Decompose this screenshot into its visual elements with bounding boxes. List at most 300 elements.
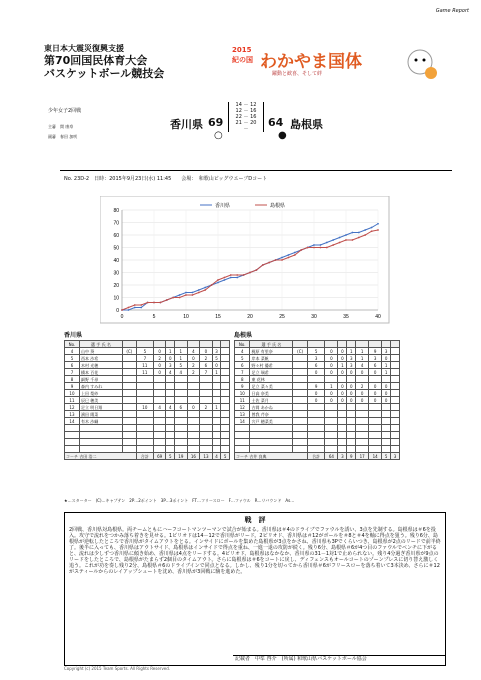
away_box-cell-empty — [293, 425, 307, 432]
legend-label: 香川県 — [215, 203, 231, 209]
away_box-cell: 11 — [235, 397, 250, 404]
home_box-cell — [166, 383, 175, 390]
home-box-team: 香川県 — [64, 332, 83, 339]
home_box-cell: 3 — [166, 362, 175, 369]
series-0-point — [332, 239, 334, 241]
away_box-cell-empty — [382, 439, 391, 446]
away_box-cell-empty — [325, 425, 338, 432]
home_box-cell-empty — [79, 425, 122, 432]
home_box-total-cell: 19 — [175, 453, 188, 460]
away_box-cell-empty — [235, 425, 250, 432]
home_box-cell-empty — [153, 425, 166, 432]
home_box-cell-empty — [153, 432, 166, 439]
away_box-cell: 2 — [356, 383, 369, 390]
home_box-cell: 森内 すみれ — [79, 383, 122, 390]
home_box-cell — [212, 376, 221, 383]
away_box-player-row — [235, 362, 400, 369]
away_box-cell — [347, 411, 356, 418]
away_box-cell: 3 — [369, 355, 382, 362]
away_box-cell: 9 — [369, 348, 382, 355]
away_box-blank-row — [235, 446, 400, 453]
home_box-cell — [122, 418, 136, 425]
series-0-point — [371, 227, 373, 229]
home_box-cell-empty — [166, 425, 175, 432]
away_box-cell: 0 — [307, 397, 325, 404]
home_box-cell-empty — [79, 446, 122, 453]
series-1-point — [281, 259, 283, 261]
series-0-point — [192, 292, 194, 294]
away_box-cell-empty — [391, 390, 400, 397]
home_box-cell: 西本 沙希 — [79, 355, 122, 362]
home_box-cell — [122, 376, 136, 383]
chief-referee: 主審 関 康寿 — [48, 124, 74, 129]
home_box-cell — [122, 369, 136, 376]
series-0-point — [288, 254, 290, 256]
home_box-cell: 1 — [175, 355, 188, 362]
home_box-cell — [175, 397, 188, 404]
series-0-point — [236, 277, 238, 279]
y-tick-label: 10 — [113, 295, 119, 302]
home_box-cell-empty — [153, 439, 166, 446]
away_box-header-cell — [369, 341, 382, 348]
away_box-cell — [293, 376, 307, 383]
away_box-cell: 1 — [338, 362, 347, 369]
away_box-header-cell — [391, 341, 400, 348]
away_box-cell — [293, 404, 307, 411]
series-1-point — [172, 297, 174, 299]
home_box-cell: 10 — [65, 390, 80, 397]
home_box-cell: 6 — [65, 362, 80, 369]
series-1-point — [364, 234, 366, 236]
home_box-cell: 0 — [153, 362, 166, 369]
home_box-cell: 足立 明日翔 — [79, 404, 122, 411]
series-0-point — [198, 289, 200, 291]
away_box-cell: 1 — [382, 362, 391, 369]
quarter-4: 21 － 20 — [235, 120, 257, 126]
series-1-point — [217, 279, 219, 281]
away_box-cell-empty — [325, 432, 338, 439]
away_box-header-cell — [347, 341, 356, 348]
home_box-cell — [212, 418, 221, 425]
home_box-cell — [136, 418, 153, 425]
home_box-player-row — [65, 376, 230, 383]
home_box-cell-empty — [200, 439, 213, 446]
away_box-cell-empty — [382, 446, 391, 453]
home_box-cell: 有木 沙織 — [79, 418, 122, 425]
away_box-cell-empty — [391, 439, 400, 446]
home_box-cell-empty — [221, 355, 230, 362]
away_box-cell — [325, 376, 338, 383]
home_box-cell: 2 — [153, 355, 166, 362]
series-1-point — [268, 262, 270, 264]
home_box-cell: 4 — [187, 348, 200, 355]
away_box-coach-row — [235, 453, 400, 460]
series-1-point — [179, 297, 181, 299]
quarter-scores — [228, 102, 264, 132]
home_box-cell-empty — [221, 404, 230, 411]
away_box-cell-empty — [250, 432, 293, 439]
away_box-cell: (C) — [293, 348, 307, 355]
away_box-cell: 東 花林 — [250, 376, 293, 383]
away_box-blank-row — [235, 425, 400, 432]
away_box-cell: 0 — [382, 355, 391, 362]
legend-label: 島根県 — [270, 203, 286, 209]
home_box-cell-empty — [200, 432, 213, 439]
away_box-player-row — [235, 404, 400, 411]
copyright: Copyright (c) 2015 Team Sports. All Rights Reserved. — [64, 666, 171, 671]
series-1-point — [224, 277, 226, 279]
away_box-cell — [369, 411, 382, 418]
away_box-player-row — [235, 418, 400, 425]
home_box-cell: 7 — [200, 369, 213, 376]
home_box-cell-empty — [166, 439, 175, 446]
home-box-score — [64, 340, 230, 460]
home_box-cell — [136, 383, 153, 390]
away_box-cell — [382, 411, 391, 418]
home_box-cell: 0 — [153, 348, 166, 355]
home_box-cell — [187, 418, 200, 425]
home_box-cell: 濱田 陽菜 — [79, 411, 122, 418]
away_box-cell: 0 — [369, 383, 382, 390]
home_box-cell — [153, 397, 166, 404]
away_box-cell — [293, 369, 307, 376]
away_box-cell: 7 — [235, 369, 250, 376]
away_box-blank-row — [235, 432, 400, 439]
logo-prefix: 紀の国 — [232, 56, 253, 64]
home_box-cell — [153, 376, 166, 383]
away_box-player-row — [235, 376, 400, 383]
event-title — [44, 44, 164, 80]
series-1-point — [128, 307, 130, 309]
away_box-cell: 曽我 芹奈 — [250, 411, 293, 418]
away_box-cell: 3 — [347, 355, 356, 362]
home_box-player-row — [65, 418, 230, 425]
series-0-point — [230, 277, 232, 279]
home_box-cell — [166, 411, 175, 418]
home_box-cell — [136, 411, 153, 418]
home_box-cell: 7 — [136, 355, 153, 362]
x-tick-label: 15 — [215, 314, 221, 320]
series-1-point — [371, 230, 373, 232]
away_box-cell: 3 — [307, 355, 325, 362]
home_box-blank-row — [65, 439, 230, 446]
home_box-header-cell — [175, 341, 188, 348]
away_box-cell-empty — [338, 425, 347, 432]
home_box-cell-empty — [175, 425, 188, 432]
away_box-cell: 0 — [356, 369, 369, 376]
away_box-cell-empty — [391, 418, 400, 425]
home_box-cell: 0 — [212, 362, 221, 369]
home_box-cell-empty — [187, 432, 200, 439]
home_box-cell — [122, 362, 136, 369]
home_box-header-cell — [200, 341, 213, 348]
home-score: 69 — [208, 116, 224, 129]
series-0-point — [326, 242, 328, 244]
home_box-cell: 4 — [175, 369, 188, 376]
event-line2: 第70回国民体育大会 — [44, 54, 148, 67]
home_box-cell: 5 — [65, 355, 80, 362]
home_box-cell-empty — [187, 446, 200, 453]
series-0-point — [179, 294, 181, 296]
home_box-cell: 11 — [136, 369, 153, 376]
home_box-total-cell: 69 — [153, 453, 166, 460]
home-team: 香川県 — [170, 118, 203, 131]
home_box-coach-row — [65, 453, 230, 460]
series-0-point — [313, 244, 315, 246]
home_box-cell — [200, 390, 213, 397]
home_box-cell-empty — [221, 348, 230, 355]
home_box-total-cell: 4 — [212, 453, 221, 460]
series-1-point — [262, 264, 264, 266]
home_box-cell: 7 — [65, 369, 80, 376]
logo-sub: 躍動と歓喜、そして絆 — [272, 71, 323, 77]
away_box-cell-empty — [347, 439, 356, 446]
away_box-cell-empty — [325, 439, 338, 446]
series-1-point — [211, 284, 213, 286]
away_box-cell: 6 — [235, 362, 250, 369]
home_box-cell-empty — [136, 446, 153, 453]
away_box-cell-empty — [391, 355, 400, 362]
home_box-header-cell — [187, 341, 200, 348]
home_box-cell — [175, 383, 188, 390]
series-1-point — [192, 294, 194, 296]
series-1-point — [243, 274, 245, 276]
home_box-cell — [136, 390, 153, 397]
away_box-cell: 0 — [325, 369, 338, 376]
home_box-player-row — [65, 355, 230, 362]
home_box-total-cell: 5 — [221, 453, 230, 460]
home_box-cell — [122, 355, 136, 362]
event-logo — [232, 46, 442, 84]
away_box-cell: 0 — [382, 390, 391, 397]
away_box-cell: 10 — [235, 390, 250, 397]
away_box-cell: 9 — [235, 383, 250, 390]
away_box-cell: 1 — [356, 355, 369, 362]
series-1-point — [313, 247, 315, 249]
away-result-mark: ● — [278, 130, 287, 141]
series-1-point — [326, 247, 328, 249]
away_box-cell: 0 — [347, 369, 356, 376]
away_box-cell-empty — [293, 432, 307, 439]
away_box-cell-empty — [293, 446, 307, 453]
away_box-cell — [338, 418, 347, 425]
away_box-cell: 8 — [235, 376, 250, 383]
away_box-cell-empty — [347, 432, 356, 439]
series-1-point — [256, 269, 258, 271]
home_box-cell — [122, 397, 136, 404]
series-1-point — [121, 309, 123, 311]
home_box-cell — [200, 418, 213, 425]
away_box-cell: 0 — [338, 397, 347, 404]
away_box-cell: 0 — [356, 390, 369, 397]
x-tick-label: 25 — [279, 314, 285, 320]
away_box-cell: 5 — [307, 348, 325, 355]
review-text: 2回戦、香川県対島根県。両チームともにハーフコートマンツーマンで試合が始まる。香川県は＃4のドライブでファウルを誘い、3点を先制する。島根県は＃6を投入。攻守で流れをつかみ落ち着きを見せる。1ピリオドは14－12で香川県がリード。2ピリオド、香川県は＃12がボールを＃8と＃4を軸に得点を狙う。残り6分、島根県が逆転したところで香川県がタイムアウトをとる。インサイドにボールを集めた島根県が3点をかさね、香川県も3Pでくらいつき、島根県が2点のリードで前半終了。後半に入っても、香川県はアウトサイド、島根県はインサイドで得点を重ね、一進一退の攻防が続く。残り6分、島根県＃6が4つ目のファウルでベンチに下がると、流れは少しずつ香川県に傾き始め、香川県は4点をリードする。4ピリオド、島根県はなかなか、香川県の31－1対1で止められない。残り4分過ぎ香川県が9点のリードをしたところで、島根県がたまらず2個目のタイムアウト。さらに島根県は＃6をコートに戻し、ディフェンスもオールコートのゾーンプレスに切り替え激しく追う。これが功を奏し残り2分、島根県＃6のドライブインで同点となる。しかし、残り1分を切ってから香川県＃6がフリースローを落ち着いて3本決め、さらに＃12がスティールからのレイアップシュートを沈め、香川県が3回戦に駒を進めた。 — [69, 527, 441, 575]
away_box-header-cell — [293, 341, 307, 348]
series-0-point — [134, 307, 136, 309]
stats-legend: ★…スターター (C)…キャプテン 2P…2ポイント 3P…3ポイント FT…フリースロー F…ファウル R…リバウンド As… — [64, 498, 295, 503]
home_box-player-row — [65, 383, 230, 390]
home_box-cell — [166, 376, 175, 383]
away_box-cell-empty — [325, 446, 338, 453]
home_box-total-cell: 5 — [166, 453, 175, 460]
away_box-cell: 1 — [325, 383, 338, 390]
home_box-cell-empty — [136, 432, 153, 439]
series-0-point — [352, 232, 354, 234]
home_box-cell: 1 — [212, 404, 221, 411]
home_box-cell-empty — [153, 446, 166, 453]
home_box-total-cell: 13 — [200, 453, 213, 460]
away_box-cell-empty — [338, 439, 347, 446]
home_box-player-row — [65, 411, 230, 418]
y-tick-label: 30 — [113, 270, 119, 277]
away_box-cell: 0 — [369, 369, 382, 376]
away_box-cell: 足立 瑞希 — [250, 369, 293, 376]
away_box-cell: 0 — [325, 355, 338, 362]
away_box-cell — [338, 376, 347, 383]
home_box-total-label: 合計 — [136, 453, 153, 460]
away_box-cell: 宍戸 穂菜美 — [250, 418, 293, 425]
home_box-cell: 5 — [212, 355, 221, 362]
away_box-header-cell — [325, 341, 338, 348]
home_box-cell: 14 — [65, 418, 80, 425]
home_box-cell: 8 — [65, 376, 80, 383]
away_box-cell — [307, 404, 325, 411]
home_box-header-cell: No. — [65, 341, 80, 348]
away_box-cell: 日高 奈美 — [250, 390, 293, 397]
away_box-player-row — [235, 397, 400, 404]
home_box-cell: 5 — [175, 362, 188, 369]
series-0-point — [281, 257, 283, 259]
away_box-total-cell: 3 — [391, 453, 400, 460]
home_box-cell-empty — [65, 432, 80, 439]
logo-year: 2015 — [232, 46, 252, 54]
away_box-cell-empty — [391, 425, 400, 432]
review-title: 戦 評 — [244, 516, 266, 524]
overtime: － — [243, 126, 249, 132]
away_box-cell: 0 — [347, 390, 356, 397]
home_box-cell — [122, 390, 136, 397]
home_box-cell — [212, 383, 221, 390]
series-1-point — [332, 244, 334, 246]
away_box-player-row — [235, 383, 400, 390]
away_box-cell — [382, 418, 391, 425]
home_box-header-cell — [122, 341, 136, 348]
home_box-cell — [212, 397, 221, 404]
away_box-cell: 13 — [235, 411, 250, 418]
away_box-cell — [347, 418, 356, 425]
x-tick-label: 35 — [343, 314, 349, 320]
away_box-cell: 0 — [338, 369, 347, 376]
home_box-cell: 0 — [153, 369, 166, 376]
away_box-cell: 1 — [382, 369, 391, 376]
home_box-cell-empty — [65, 446, 80, 453]
home_box-cell: 9 — [65, 383, 80, 390]
away_box-cell-empty — [338, 446, 347, 453]
series-1-point — [275, 259, 277, 261]
away_box-cell: 野々村 優希 — [250, 362, 293, 369]
away_box-total-cell: 17 — [356, 453, 369, 460]
home_box-cell-empty — [79, 439, 122, 446]
away_box-cell-empty — [391, 446, 400, 453]
away_box-cell-empty — [369, 432, 382, 439]
x-tick-label: 30 — [311, 314, 317, 320]
home_box-header-cell — [153, 341, 166, 348]
home_box-cell: 11 — [65, 397, 80, 404]
away_box-cell — [307, 376, 325, 383]
home_box-cell — [166, 390, 175, 397]
home_box-cell-empty — [65, 425, 80, 432]
away_box-total-cell: 5 — [382, 453, 391, 460]
home_box-cell-empty — [175, 446, 188, 453]
away_box-coach: コーチ 吉井 良典 — [235, 453, 308, 460]
home_box-player-row — [65, 362, 230, 369]
series-1-point — [249, 272, 251, 274]
away_box-cell: 0 — [369, 390, 382, 397]
away_box-cell — [293, 355, 307, 362]
home_box-cell-empty — [122, 439, 136, 446]
mascot-icon — [404, 46, 438, 82]
series-0-point — [140, 307, 142, 309]
home_box-cell: 2 — [200, 404, 213, 411]
away_box-player-row — [235, 411, 400, 418]
score-progression-chart — [100, 196, 390, 324]
away_box-total-label: 合計 — [307, 453, 325, 460]
series-1-point — [236, 274, 238, 276]
away_box-cell — [369, 418, 382, 425]
home_box-cell — [212, 390, 221, 397]
home_box-blank-row — [65, 425, 230, 432]
home_box-cell-empty — [221, 425, 230, 432]
away_box-cell — [293, 418, 307, 425]
x-tick-label: 20 — [247, 314, 253, 320]
away_box-cell: 4 — [356, 362, 369, 369]
away-team: 島根県 — [290, 118, 323, 131]
signature-row: 記載者 中峯 啓介 (所属) 和歌山県バスケットボール協会 — [233, 655, 445, 665]
away_box-cell: 0 — [338, 390, 347, 397]
home_box-cell: 13 — [65, 411, 80, 418]
home_box-cell: 2 — [200, 355, 213, 362]
away_box-header-cell — [338, 341, 347, 348]
home_box-player-row — [65, 397, 230, 404]
home_box-header-cell: 選 手 氏 名 — [79, 341, 122, 348]
home_box-cell-empty — [221, 446, 230, 453]
umpire: 副審 春田 加咲 — [48, 134, 78, 139]
series-1-point — [198, 292, 200, 294]
series-0-point — [358, 232, 360, 234]
y-tick-label: 40 — [113, 258, 119, 264]
home_box-cell — [187, 383, 200, 390]
away_box-cell-empty — [356, 425, 369, 432]
away_box-cell — [293, 397, 307, 404]
home_box-player-row — [65, 369, 230, 376]
home_box-player-row — [65, 348, 230, 355]
home_box-cell: 11 — [136, 362, 153, 369]
series-1-point — [147, 302, 149, 304]
home_box-cell — [187, 390, 200, 397]
series-0-point — [128, 309, 130, 311]
series-1-point — [140, 304, 142, 306]
y-tick-label: 50 — [113, 245, 119, 252]
away_box-cell: 0 — [325, 348, 338, 355]
away_box-cell: 6 — [369, 362, 382, 369]
home_box-cell-empty — [212, 425, 221, 432]
away_box-cell-empty — [338, 432, 347, 439]
series-0-point — [185, 292, 187, 294]
home_box-cell-empty — [221, 432, 230, 439]
series-0-point — [294, 252, 296, 254]
home_box-cell-empty — [200, 425, 213, 432]
